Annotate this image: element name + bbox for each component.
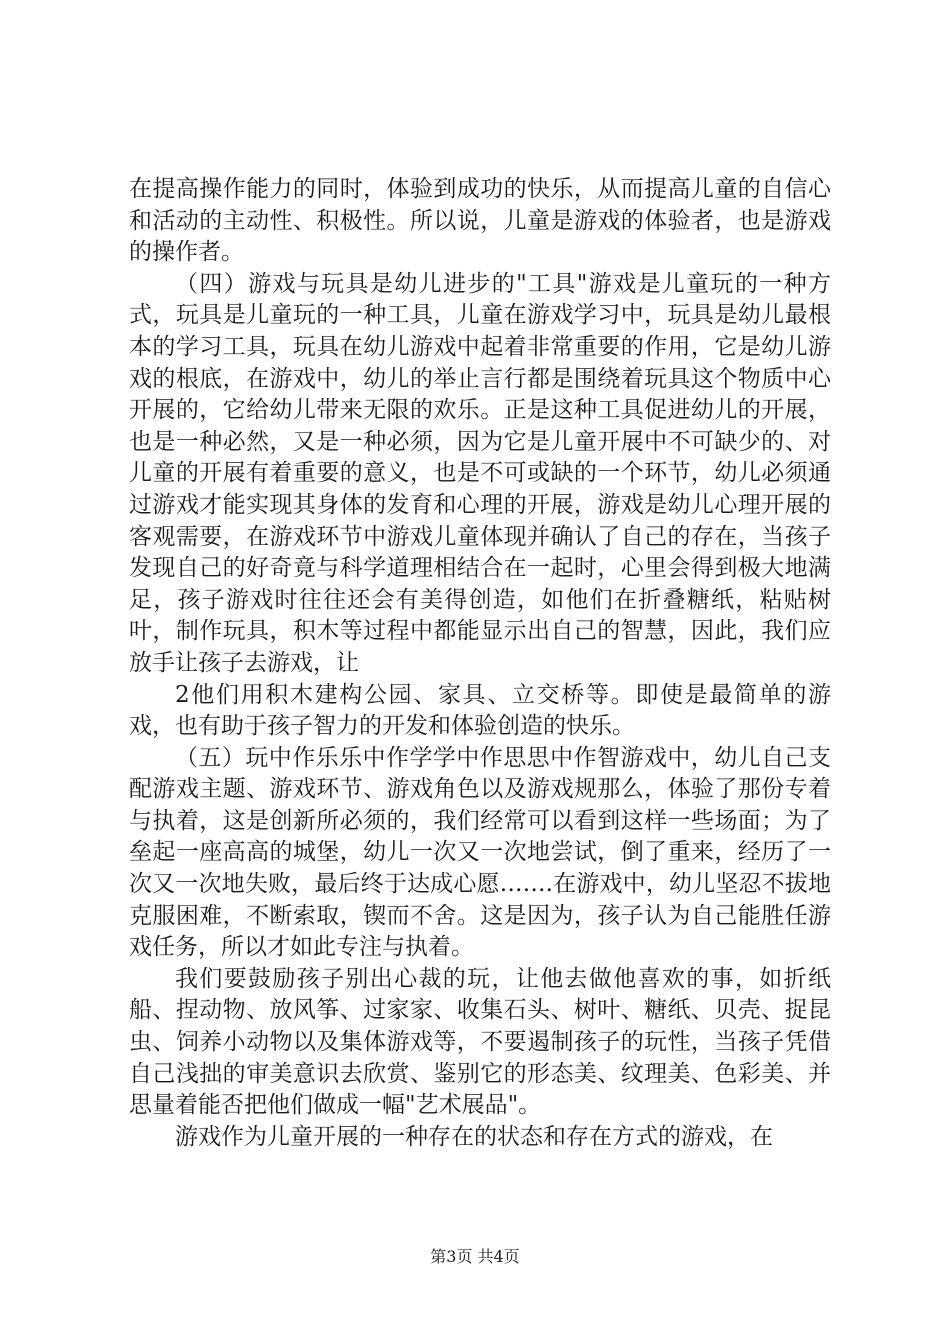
paragraph-continuation: 在提高操作能力的同时，体验到成功的快乐，从而提高儿童的自信心和活动的主动性、积极性。所以说，儿童是游戏的体验者，也是游戏的操作者。 <box>129 176 831 266</box>
paragraph-section-five: （五）玩中作乐乐中作学学中作思思中作智游戏中，幼儿自己支配游戏主题、游戏环节、游戏角色以及游戏规那么，体验了那份专着与执着，这是创新所必须的，我们经常可以看到这样一些场面；为了垒起一座高高的城堡，幼儿一次又一次地尝试，倒了重来，经历了一次又一次地失败，最后终于达成心愿…….在游戏中，幼儿坚忍不拔地克服困难，不断索取，锲而不舍。这是因为，孩子认为自己能胜任游戏任务，所以才如此专注与执着。 <box>129 744 831 961</box>
paragraph-section-four: （四）游戏与玩具是幼儿进步的"工具"游戏是儿童玩的一种方式，玩具是儿童玩的一种工具，儿童在游戏学习中，玩具是幼儿最根本的学习工具，玩具在幼儿游戏中起着非常重要的作用，它是幼儿游戏的根底，在游戏中，幼儿的举止言行都是围绕着玩具这个物质中心开展的，它给幼儿带来无限的欢乐。正是这种工具促进幼儿的开展，也是一种必然，又是一种必须，因为它是儿童开展中不可缺少的、对儿童的开展有着重要的意义，也是不可或缺的一个环节，幼儿必须通过游戏才能实现其身体的发育和心理的开展，游戏是幼儿心理开展的客观需要，在游戏环节中游戏儿童体现并确认了自己的存在，当孩子发现自己的好奇竟与科学道理相结合在一起时，心里会得到极大地满足，孩子游戏时往往还会有美得创造，如他们在折叠糖纸，粘贴树叶，制作玩具，积木等过程中都能显示出自己的智慧，因此，我们应放手让孩子去游戏，让 <box>129 270 831 676</box>
paragraph-encourage: 我们要鼓励孩子别出心裁的玩，让他去做他喜欢的事，如折纸船、捏动物、放风筝、过家家、收集石头、树叶、糖纸、贝壳、捉昆虫、饲养小动物以及集体游戏等，不要遏制孩子的玩性，当孩子凭借自己浅拙的审美意识去欣赏、鉴别它的形态美、纹理美、色彩美、并思量着能否把他们做成一幅"艺术展品"。 <box>129 965 831 1119</box>
document-body <box>129 174 831 1153</box>
page-footer: 第3页 共4页 <box>430 1247 520 1266</box>
paragraph-closing: 游戏作为儿童开展的一种存在的状态和存在方式的游戏，在 <box>175 1123 773 1150</box>
paragraph-blocks: 2他们用积木建构公园、家具、立交桥等。即使是最简单的游戏，也有助于孩子智力的开发和体验创造的快乐。 <box>129 681 831 740</box>
